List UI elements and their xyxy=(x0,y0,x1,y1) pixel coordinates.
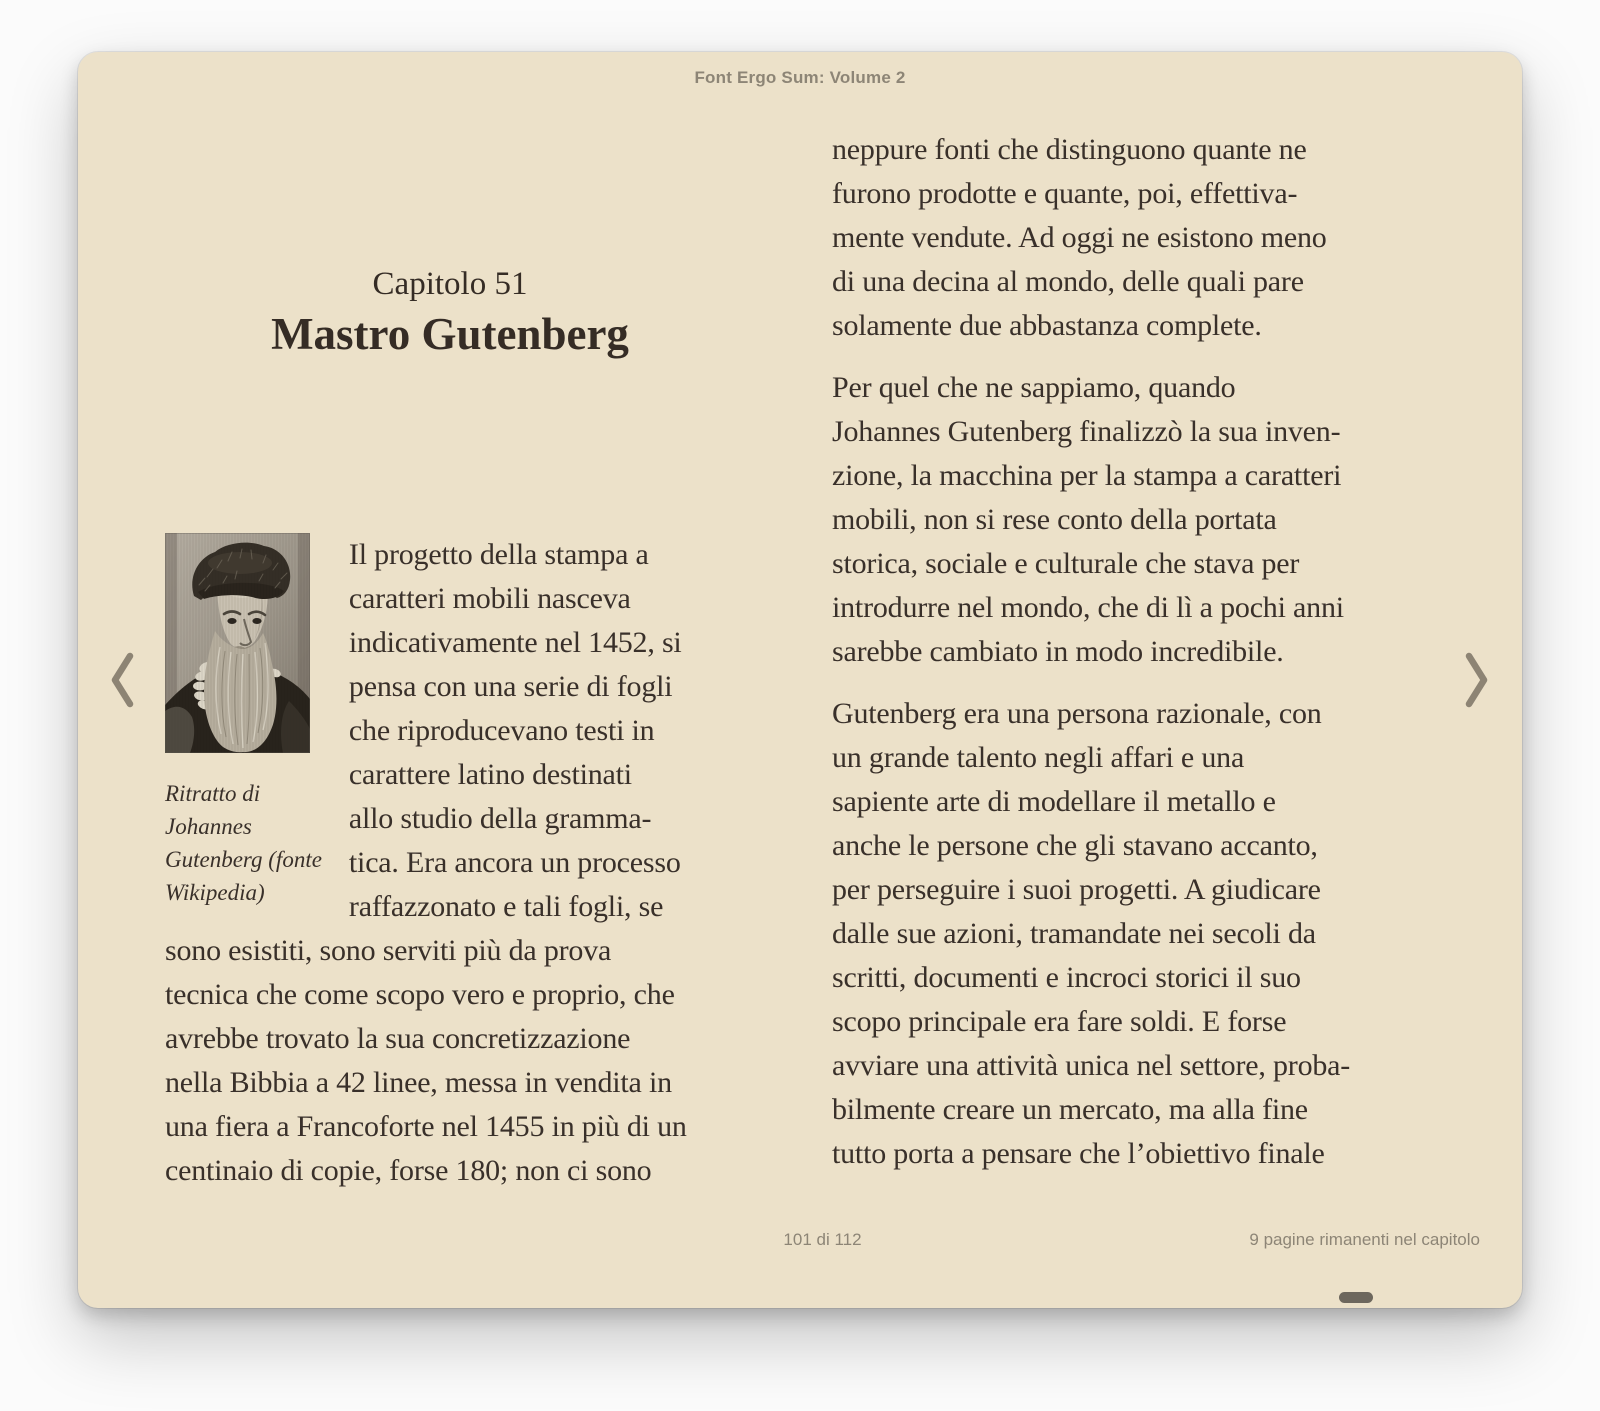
text-line: di una decina al mondo, delle quali pare xyxy=(832,265,1304,298)
text-line: scritti, documenti e incroci storici il suo xyxy=(832,961,1301,994)
next-page-button[interactable] xyxy=(1457,650,1497,710)
text-line: Wikipedia) xyxy=(165,880,265,905)
text-line: bilmente creare un mercato, ma alla fine xyxy=(832,1093,1308,1126)
text-line: Ritratto di xyxy=(165,781,261,806)
text-line: mente vendute. Ad oggi ne esistono meno xyxy=(832,221,1327,254)
text-line: una fiera a Francoforte nel 1455 in più di un xyxy=(165,1110,687,1143)
text-line: carattere latino destinati xyxy=(348,758,632,791)
window-grabber-handle[interactable] xyxy=(1339,1292,1373,1303)
text-line: raffazzonato e tali fogli, se xyxy=(348,890,664,923)
text-line: tutto porta a pensare che l’obiettivo finale xyxy=(832,1137,1325,1170)
left-page-column xyxy=(165,128,735,1194)
book-title: Font Ergo Sum: Volume 2 xyxy=(694,68,906,87)
text-line: nella Bibbia a 42 linee, messa in vendita in xyxy=(165,1066,672,1099)
gutenberg-portrait-image[interactable] xyxy=(165,533,310,753)
text-line: furono prodotte e quante, poi, effettiva- xyxy=(832,177,1298,210)
text-line: pensa con una serie di fogli xyxy=(348,670,673,703)
right-page-column xyxy=(832,128,1402,1194)
text-line: un grande talento negli affari e una xyxy=(832,741,1245,774)
previous-page-button[interactable] xyxy=(102,650,142,710)
chevron-left-icon xyxy=(109,651,135,709)
text-line: tecnica che come scopo vero e proprio, che xyxy=(165,978,675,1011)
text-line: allo studio della gramma- xyxy=(348,802,652,835)
text-line: Johannes Gutenberg finalizzò la sua inven- xyxy=(832,415,1341,448)
reader-footer xyxy=(165,1230,1480,1252)
text-line: introdurre nel mondo, che di lì a pochi anni xyxy=(832,591,1344,624)
text-line: Gutenberg (fonte xyxy=(165,847,322,872)
text-line: per perseguire i suoi progetti. A giudicare xyxy=(832,873,1321,906)
figure-row xyxy=(165,533,735,929)
text-line: Il progetto della stampa a xyxy=(348,538,649,571)
figure-caption xyxy=(165,777,322,909)
text-line: tica. Era ancora un processo xyxy=(348,846,681,879)
paragraph-3 xyxy=(832,692,1402,1176)
text-line: zione, la macchina per la stampa a caratteri xyxy=(832,459,1342,492)
text-line: Johannes xyxy=(165,814,252,839)
body-text-full-width xyxy=(165,929,735,1193)
text-line: centinaio di copie, forse 180; non ci sono xyxy=(165,1154,652,1187)
titlebar xyxy=(78,52,1522,104)
text-line: che riproducevano testi in xyxy=(348,714,655,747)
books-reader-window xyxy=(78,52,1522,1308)
text-line: caratteri mobili nasceva xyxy=(348,582,631,615)
chevron-right-icon xyxy=(1464,651,1490,709)
text-line: avrebbe trovato la sua concretizzazione xyxy=(165,1022,631,1055)
text-line: Per quel che ne sappiamo, quando xyxy=(832,371,1236,404)
text-line: mobili, non si rese conto della portata xyxy=(832,503,1277,536)
text-line: neppure fonti che distinguono quante ne xyxy=(832,133,1307,166)
pages-remaining-label: 9 pagine rimanenti nel capitolo xyxy=(1249,1230,1480,1249)
text-line: indicativamente nel 1452, si xyxy=(348,626,682,659)
page-indicator: 101 di 112 xyxy=(783,1230,862,1249)
text-line: sapiente arte di modellare il metallo e xyxy=(832,785,1276,818)
paragraph-1 xyxy=(832,128,1402,348)
text-line: Gutenberg era una persona razionale, con xyxy=(832,697,1322,730)
text-line: anche le persone che gli stavano accanto, xyxy=(832,829,1318,862)
text-line: dalle sue azioni, tramandate nei secoli da xyxy=(832,917,1316,950)
page-spread xyxy=(165,128,1432,1194)
text-line: sono esistiti, sono serviti più da prova xyxy=(165,934,612,967)
text-line: storica, sociale e culturale che stava per xyxy=(832,547,1300,580)
text-line: scopo principale era fare soldi. E forse xyxy=(832,1005,1287,1038)
text-line: solamente due abbastanza complete. xyxy=(832,309,1262,342)
text-line: sarebbe cambiato in modo incredibile. xyxy=(832,635,1284,668)
paragraph-2 xyxy=(832,366,1402,674)
body-text-beside-figure xyxy=(349,533,735,929)
text-line: avviare una attività unica nel settore, proba- xyxy=(832,1049,1351,1082)
gutenberg-figure[interactable] xyxy=(165,533,322,909)
chapter-label: Capitolo 51 xyxy=(372,266,528,302)
chapter-title: Mastro Gutenberg xyxy=(271,309,629,359)
